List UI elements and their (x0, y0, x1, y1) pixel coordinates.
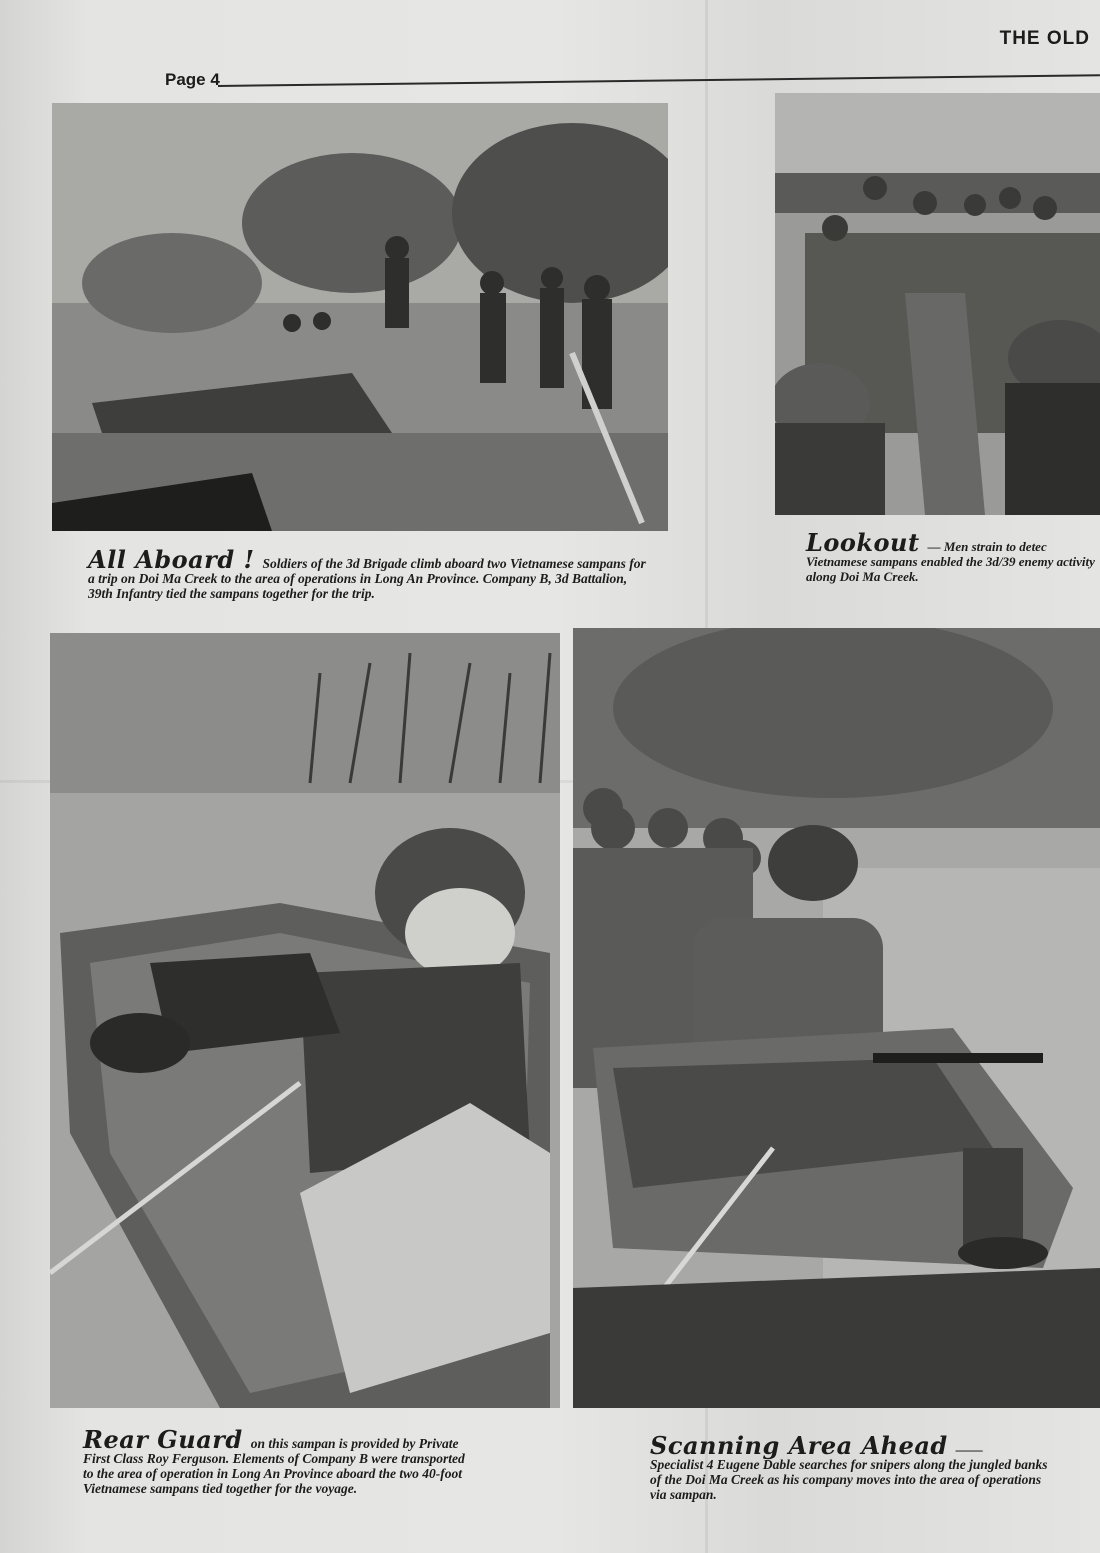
body-rear-guard: on this sampan is provided by Private First Class Roy Ferguson. Elements of Company B were transported to the area of operation in Long An Province aboard the two 40-foot Vietnamese sampans tied together for the voyage. (83, 1436, 465, 1496)
headline-scanning: Scanning Area Ahead (650, 1431, 948, 1460)
headline-rear-guard: Rear Guard (83, 1425, 243, 1454)
headline-lookout: Lookout (806, 528, 920, 557)
caption-lookout (806, 528, 1100, 584)
caption-all-aboard (88, 545, 653, 601)
photo-scanning (573, 628, 1100, 1408)
photo-lookout (775, 93, 1100, 515)
headline-all-aboard: All Aboard ! (88, 545, 255, 574)
photo-all-aboard (52, 103, 668, 531)
caption-rear-guard (83, 1425, 468, 1496)
body-lookout: Men strain to detec Vietnamese sampans enabled the 3d/39 enemy activity along Doi Ma Creek. (806, 539, 1095, 584)
caption-scanning (650, 1431, 1050, 1502)
page-number: Page 4 (165, 70, 220, 89)
body-scanning: Specialist 4 Eugene Dable searches for snipers along the jungled banks of the Doi Ma Creek as his company moves into the area of operations via sampan. (650, 1457, 1048, 1502)
dash-scanning: —— (955, 1442, 983, 1457)
dash-lookout: — (927, 539, 941, 554)
body-all-aboard: Soldiers of the 3d Brigade climb aboard two Vietnamese sampans for a trip on Doi Ma Creek to the area of operations in Long An Province. Company B, 3d Battalion, 39th Infantry tied the sampans together for the trip. (88, 556, 646, 601)
masthead: THE OLD (999, 28, 1090, 49)
photo-rear-guard (50, 633, 560, 1408)
